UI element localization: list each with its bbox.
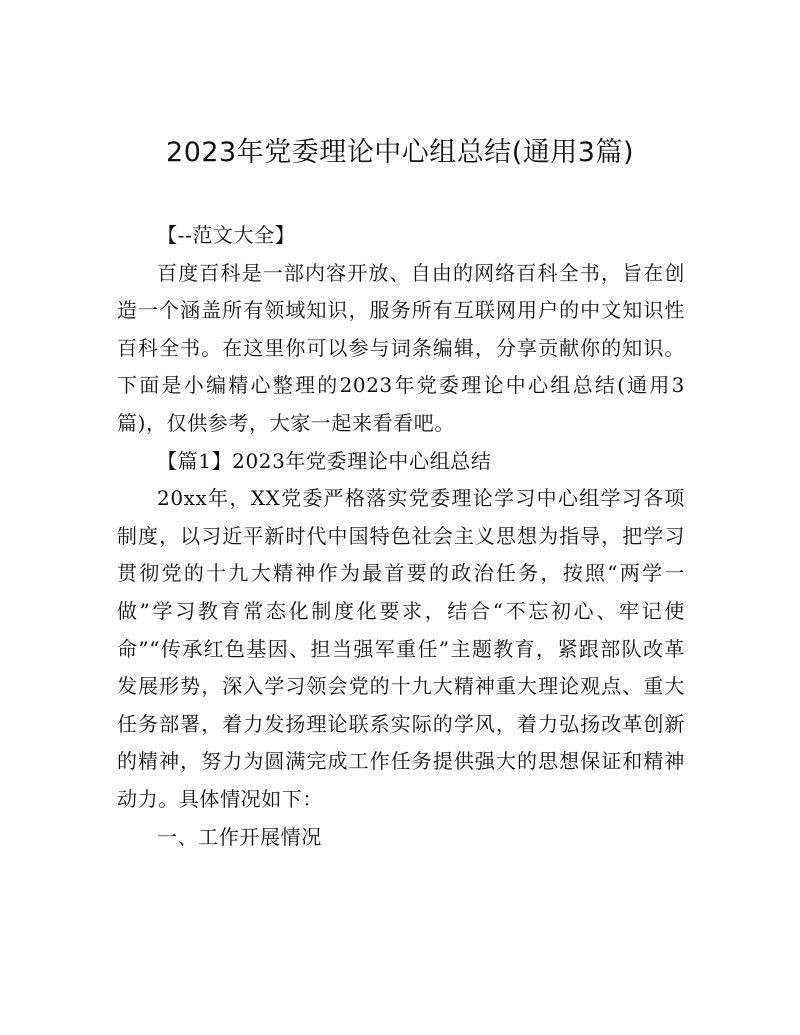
category-tag: 【--范文大全】 <box>157 223 296 247</box>
document-body <box>117 217 685 856</box>
document-title: 2023年党委理论中心组总结(通用3篇) <box>166 137 634 168</box>
body-paragraph: 20xx年，XX党委严格落实党委理论学习中心组学习各项制度，以习近平新时代中国特色社会主义思想为指导，把学习贯彻党的十九大精神作为最首要的政治任务，按照“两学一做”学习教育常态化制度化要求，结合“不忘初心、牢记使命”“传承红色基因、担当强军重任”主题教育，紧跟部队改革发展形势，深入学习领会党的十九大精神重大理论观点、重大任务部署，着力发扬理论联系实际的学风，着力弘扬改革创新的精神，努力为圆满完成工作任务提供强大的思想保证和精神动力。具体情况如下： <box>117 486 685 811</box>
subsection-heading: 一、工作开展情况 <box>157 824 322 849</box>
intro-paragraph: 百度百科是一部内容开放、自由的网络百科全书，旨在创造一个涵盖所有领域知识，服务所有互联网用户的中文知识性百科全书。在这里你可以参与词条编辑，分享贡献你的知识。下面是小编精心整理的2023年党委理论中心组总结(通用3篇)，仅供参考，大家一起来看看吧。 <box>117 260 685 435</box>
section-heading: 【篇1】2023年党委理论中心组总结 <box>157 448 492 473</box>
